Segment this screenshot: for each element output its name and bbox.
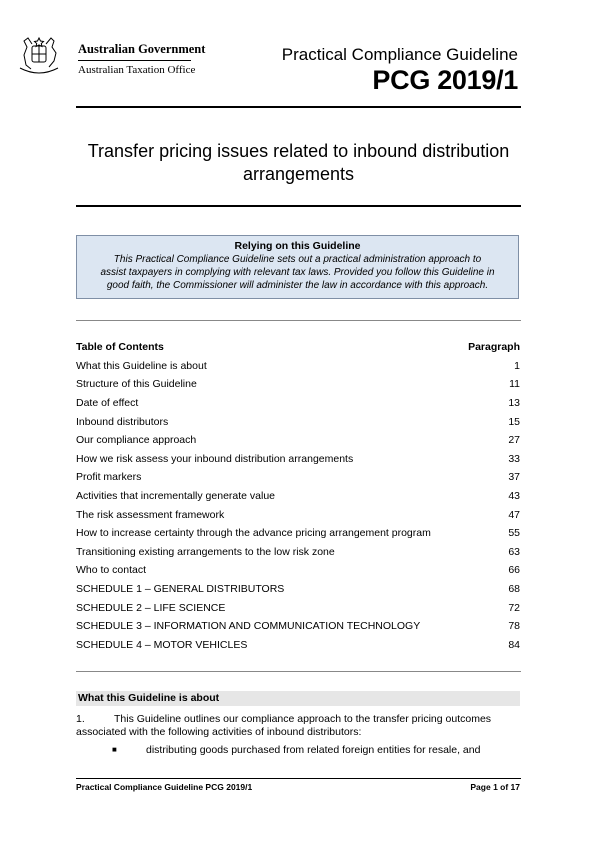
paragraph-1	[76, 713, 522, 739]
toc-entry-label[interactable]: Who to contact	[76, 564, 147, 577]
reliance-line: good faith, the Commissioner will administer the law in accordance with this approach.	[106, 280, 489, 291]
reliance-body	[81, 253, 514, 292]
toc-entry-label[interactable]: SCHEDULE 3 – INFORMATION AND COMMUNICATION TECHNOLOGY	[76, 620, 421, 633]
toc-entry-paragraph: 37	[508, 471, 520, 484]
toc-entry-paragraph: 68	[508, 583, 520, 596]
toc-entry[interactable]	[76, 375, 520, 394]
toc-entry-label[interactable]: What this Guideline is about	[76, 359, 207, 372]
toc-paragraph-heading: Paragraph	[468, 341, 520, 354]
toc-entry[interactable]	[76, 487, 520, 506]
toc-entry[interactable]	[76, 450, 520, 469]
toc-entry-label[interactable]: Activities that incrementally generate value	[76, 490, 276, 503]
toc-entry-paragraph: 55	[508, 527, 520, 540]
reliance-heading: Relying on this Guideline	[234, 240, 361, 252]
bullet-text: distributing goods purchased from related foreign entities for resale, and	[146, 744, 481, 756]
reliance-line: assist taxpayers in complying with relevant tax laws. Provided you follow this Guideline in	[100, 267, 495, 278]
toc-entry-paragraph: 78	[508, 620, 520, 633]
toc-entry-label[interactable]: Profit markers	[76, 471, 142, 484]
paragraph-text: This Guideline outlines our compliance approach to the transfer pricing outcomes associated with the following activities of inbound distributors:	[76, 713, 492, 738]
toc-bottom-rule	[76, 671, 521, 672]
toc-entry[interactable]	[76, 468, 520, 487]
toc-entry-paragraph: 27	[508, 434, 520, 447]
toc-entry-paragraph: 84	[508, 638, 520, 651]
toc-entry[interactable]	[76, 394, 520, 413]
toc-entry[interactable]	[76, 561, 520, 580]
footer-document-name: Practical Compliance Guideline PCG 2019/1	[76, 782, 253, 792]
branding-divider	[78, 60, 191, 61]
toc-entry-label[interactable]: Our compliance approach	[76, 434, 197, 447]
title-line-1: Transfer pricing issues related to inbound distribution	[87, 141, 510, 161]
toc-entry[interactable]	[76, 543, 520, 562]
toc-entry-paragraph: 63	[508, 545, 520, 558]
toc-entry-paragraph: 1	[514, 359, 520, 372]
toc-entry-label[interactable]: SCHEDULE 1 – GENERAL DISTRIBUTORS	[76, 583, 285, 596]
toc-entry-paragraph: 66	[508, 564, 520, 577]
toc-header-row	[76, 338, 520, 357]
government-branding	[78, 42, 205, 76]
reliance-notice	[76, 235, 519, 299]
toc-entry-label[interactable]: Date of effect	[76, 397, 139, 410]
toc-entry-label[interactable]: How we risk assess your inbound distribution arrangements	[76, 452, 354, 465]
toc-entry-paragraph: 33	[508, 452, 520, 465]
paragraph-number: 1.	[76, 713, 85, 725]
toc-entry[interactable]	[76, 636, 520, 655]
toc-entry[interactable]	[76, 580, 520, 599]
agency-name: Australian Taxation Office	[78, 64, 196, 76]
document-type: Practical Compliance Guideline	[281, 45, 518, 64]
toc-entry[interactable]	[76, 524, 520, 543]
toc-top-rule	[76, 320, 521, 321]
footer-page-number: Page 1 of 17	[470, 782, 520, 792]
toc-entry[interactable]	[76, 431, 520, 450]
title-line-2: arrangements	[242, 164, 355, 184]
title-rule	[76, 205, 521, 207]
bullet-item	[112, 743, 522, 757]
footer-rule	[76, 778, 521, 779]
toc-entry-paragraph: 13	[508, 397, 520, 410]
header-rule	[76, 106, 521, 108]
toc-entry-paragraph: 43	[508, 490, 520, 503]
toc-entry-paragraph: 11	[509, 378, 520, 391]
toc-entry-label[interactable]: Structure of this Guideline	[76, 378, 197, 391]
document-title	[76, 140, 521, 186]
coat-of-arms-logo	[12, 34, 66, 78]
toc-entry[interactable]	[76, 598, 520, 617]
toc-entry[interactable]	[76, 357, 520, 376]
reliance-line: This Practical Compliance Guideline sets out a practical administration approach to	[113, 254, 482, 265]
document-id: PCG 2019/1	[372, 65, 518, 95]
toc-entry-label[interactable]: How to increase certainty through the advance pricing arrangement program	[76, 527, 431, 540]
toc-entry[interactable]	[76, 505, 520, 524]
toc-entry-paragraph: 72	[508, 601, 520, 614]
bullet-icon: ■	[112, 745, 117, 754]
toc-entry[interactable]	[76, 412, 520, 431]
toc-entry-label[interactable]: The risk assessment framework	[76, 508, 225, 521]
toc-entry-paragraph: 15	[508, 415, 520, 428]
toc-entry-label[interactable]: SCHEDULE 2 – LIFE SCIENCE	[76, 601, 226, 614]
toc-entry-label[interactable]: Transitioning existing arrangements to the low risk zone	[76, 545, 335, 558]
government-name: Australian Government	[78, 42, 206, 56]
section-heading: What this Guideline is about	[76, 691, 520, 706]
toc-entry-label[interactable]: SCHEDULE 4 – MOTOR VEHICLES	[76, 638, 248, 651]
toc-heading: Table of Contents	[76, 341, 164, 354]
toc-entry-paragraph: 47	[508, 508, 520, 521]
toc-entry[interactable]	[76, 617, 520, 636]
toc-entry-label[interactable]: Inbound distributors	[76, 415, 169, 428]
table-of-contents	[76, 338, 520, 654]
